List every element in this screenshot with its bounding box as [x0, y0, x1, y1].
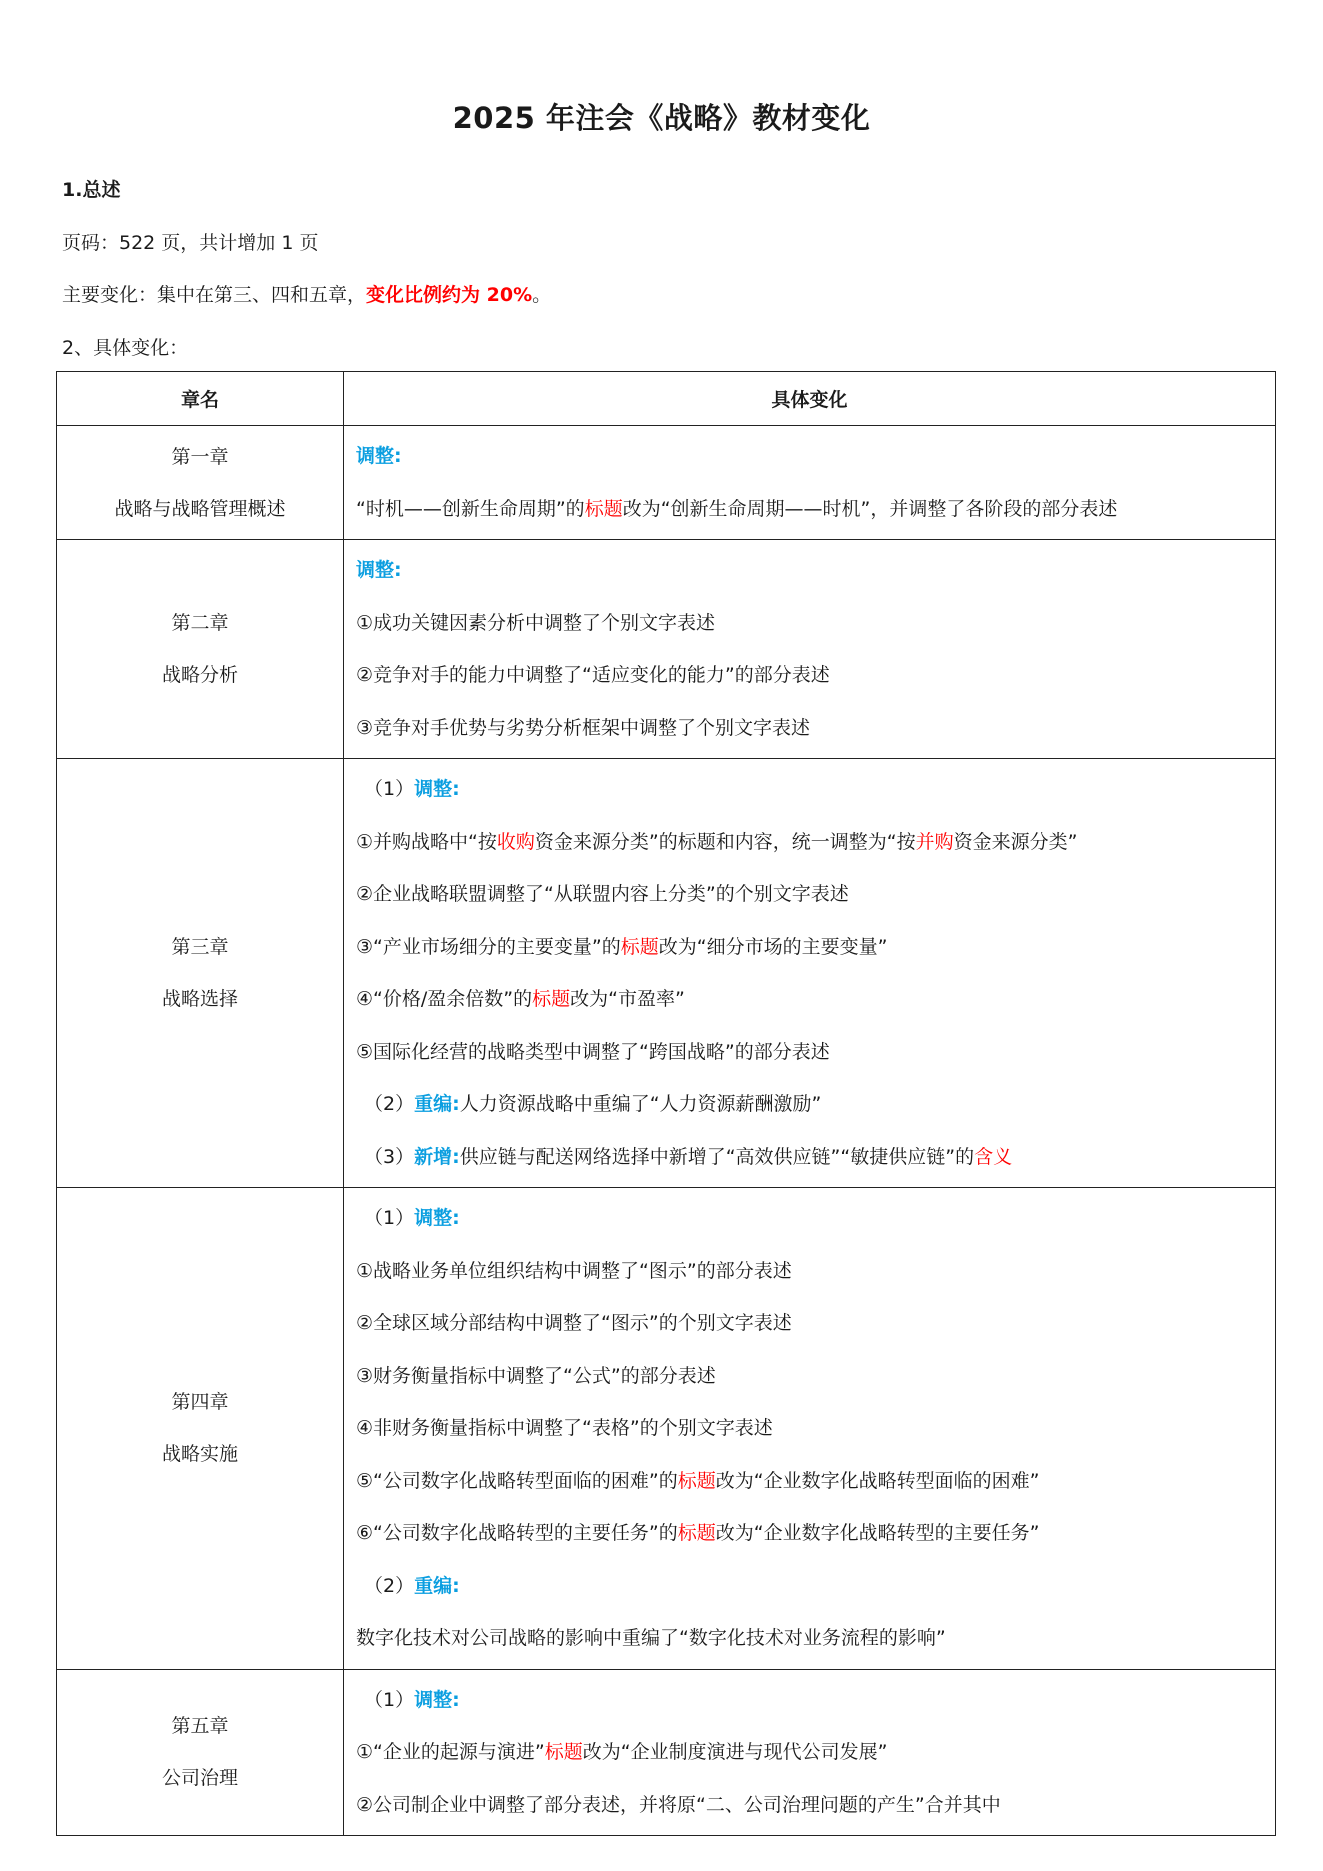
highlight-text: 含义 — [974, 1145, 1013, 1168]
chapter-cell — [57, 1188, 344, 1670]
table-row — [57, 426, 1276, 540]
change-line — [356, 1297, 1263, 1350]
change-text: ②公司制企业中调整了部分表述，并将原“二、公司治理问题的产生”合并其中 — [356, 1793, 1001, 1816]
chapter-cell — [57, 759, 344, 1188]
change-line — [356, 763, 1263, 816]
chapter-cell — [57, 540, 344, 759]
change-line — [356, 1674, 1263, 1727]
change-text: 人力资源战略中重编了“人力资源薪酬激励” — [459, 1093, 822, 1115]
change-line — [356, 483, 1263, 536]
change-line — [356, 973, 1263, 1026]
change-text: 改为“细分市场的主要变量” — [658, 935, 888, 958]
change-text: ②企业战略联盟调整了“从联盟内容上分类”的个别文字表述 — [356, 883, 849, 905]
change-text: 改为“企业数字化战略转型面临的困难” — [715, 1469, 1040, 1492]
change-type-label: 调整: — [414, 1688, 460, 1711]
chapter-name: 战略选择 — [161, 988, 238, 1010]
header-chapter: 章名 — [57, 372, 344, 426]
change-line — [356, 1131, 1263, 1184]
change-line — [356, 597, 1263, 650]
chapter-cell — [57, 426, 344, 540]
change-text: （2） — [364, 1574, 415, 1597]
highlight-text: 标题 — [620, 935, 659, 958]
change-line — [356, 1455, 1263, 1508]
change-type-label: 调整: — [356, 559, 402, 581]
change-line — [356, 1779, 1263, 1832]
change-type-label: 重编: — [414, 1574, 460, 1597]
detail-cell — [344, 1669, 1276, 1836]
change-line — [356, 649, 1263, 702]
document-title: 2025 年注会《战略》教材变化 — [452, 101, 871, 135]
change-text: ③“产业市场细分的主要变量”的 — [356, 935, 621, 958]
changes-table — [56, 371, 1276, 1836]
change-text: ②竞争对手的能力中调整了“适应变化的能力”的部分表述 — [356, 664, 830, 686]
change-text: ①并购战略中“按 — [356, 830, 497, 853]
change-text: 改为“市盈率” — [570, 988, 685, 1010]
change-text: ③财务衡量指标中调整了“公式”的部分表述 — [356, 1364, 716, 1387]
change-line — [356, 816, 1263, 869]
chapter-number: 第二章 — [171, 612, 229, 634]
detail-cell — [344, 759, 1276, 1188]
change-text: 改为“企业制度演进与现代公司发展” — [582, 1741, 888, 1763]
detail-cell — [344, 426, 1276, 540]
change-text: ⑤“公司数字化战略转型面临的困难”的 — [356, 1469, 678, 1492]
overview-heading: 1.总述 — [62, 179, 121, 201]
change-text: ①战略业务单位组织结构中调整了“图示”的部分表述 — [356, 1259, 792, 1282]
change-text: （2） — [364, 1093, 415, 1115]
change-line — [356, 702, 1263, 755]
table-row — [57, 1188, 1276, 1670]
change-text: 资金来源分类”的标题和内容，统一调整为“按 — [534, 830, 916, 853]
header-detail: 具体变化 — [344, 372, 1276, 426]
highlight-text: 标题 — [584, 497, 623, 520]
chapter-name: 战略与战略管理概述 — [114, 497, 286, 520]
change-text: （1） — [364, 1207, 415, 1229]
detail-cell — [344, 540, 1276, 759]
highlight-text: 标题 — [544, 1741, 583, 1763]
change-text: （3） — [364, 1145, 415, 1168]
change-type-label: 新增: — [414, 1145, 460, 1168]
change-text: ④“价格/盈余倍数”的 — [356, 988, 533, 1010]
change-text: ③竞争对手优势与劣势分析框架中调整了个别文字表述 — [356, 716, 811, 739]
change-line — [356, 1560, 1263, 1613]
chapter-number: 第四章 — [171, 1391, 229, 1414]
highlight-text: 并购 — [915, 830, 954, 853]
main-change-prefix: 主要变化：集中在第三、四和五章， — [62, 284, 367, 306]
chapter-name: 战略实施 — [161, 1443, 238, 1466]
change-text: （1） — [364, 1688, 415, 1711]
change-type-label: 调整: — [356, 445, 402, 467]
main-change-text — [62, 280, 551, 307]
change-line — [356, 1245, 1263, 1298]
table-body — [57, 426, 1276, 1836]
change-line — [356, 1507, 1263, 1560]
change-text: 改为“企业数字化战略转型的主要任务” — [715, 1522, 1040, 1544]
highlight-text: 标题 — [677, 1469, 716, 1492]
table-row — [57, 759, 1276, 1188]
change-text: ②全球区域分部结构中调整了“图示”的个别文字表述 — [356, 1312, 792, 1334]
change-line — [356, 1192, 1263, 1245]
change-line — [356, 1612, 1263, 1665]
change-line — [356, 1078, 1263, 1131]
page-count-text: 页码：522 页，共计增加 1 页 — [62, 232, 319, 254]
chapter-number: 第一章 — [171, 445, 229, 468]
change-text: 资金来源分类” — [953, 830, 1078, 853]
specific-changes-heading: 2、具体变化： — [62, 337, 189, 359]
change-text: ④非财务衡量指标中调整了“表格”的个别文字表述 — [356, 1417, 773, 1439]
change-text: 改为“创新生命周期——时机”，并调整了各阶段的部分表述 — [622, 497, 1118, 520]
main-change-suffix: 。 — [532, 284, 552, 306]
chapter-cell — [57, 1669, 344, 1836]
change-line — [356, 921, 1263, 974]
table-row — [57, 540, 1276, 759]
change-text: ①“企业的起源与演进” — [356, 1741, 545, 1763]
chapter-number: 第五章 — [171, 1715, 229, 1738]
change-line — [356, 544, 1263, 597]
change-line — [356, 1726, 1263, 1779]
change-text: ⑥“公司数字化战略转型的主要任务”的 — [356, 1522, 678, 1544]
chapter-name: 战略分析 — [161, 664, 238, 686]
highlight-text: 收购 — [496, 830, 535, 853]
change-line — [356, 868, 1263, 921]
change-text: （1） — [364, 778, 415, 800]
highlight-text: 标题 — [677, 1522, 716, 1544]
change-text: ⑤国际化经营的战略类型中调整了“跨国战略”的部分表述 — [356, 1040, 830, 1063]
change-text: ①成功关键因素分析中调整了个别文字表述 — [356, 611, 716, 634]
change-text: 数字化技术对公司战略的影响中重编了“数字化技术对业务流程的影响” — [356, 1627, 946, 1649]
highlight-text: 标题 — [532, 988, 571, 1010]
change-line — [356, 1350, 1263, 1403]
detail-cell — [344, 1188, 1276, 1670]
change-type-label: 调整: — [414, 1207, 460, 1229]
change-ratio-highlight: 变化比例约为 20% — [366, 284, 533, 306]
change-text: “时机——创新生命周期”的 — [356, 497, 585, 520]
table-row — [57, 1669, 1276, 1836]
change-type-label: 调整: — [414, 778, 460, 800]
change-text: 供应链与配送网络选择中新增了“高效供应链”“敏捷供应链”的 — [459, 1145, 975, 1168]
change-line — [356, 430, 1263, 483]
change-line — [356, 1402, 1263, 1455]
chapter-name: 公司治理 — [161, 1767, 238, 1790]
table-header-row — [57, 372, 1276, 426]
change-type-label: 重编: — [414, 1093, 460, 1115]
chapter-number: 第三章 — [171, 936, 229, 958]
change-line — [356, 1026, 1263, 1079]
